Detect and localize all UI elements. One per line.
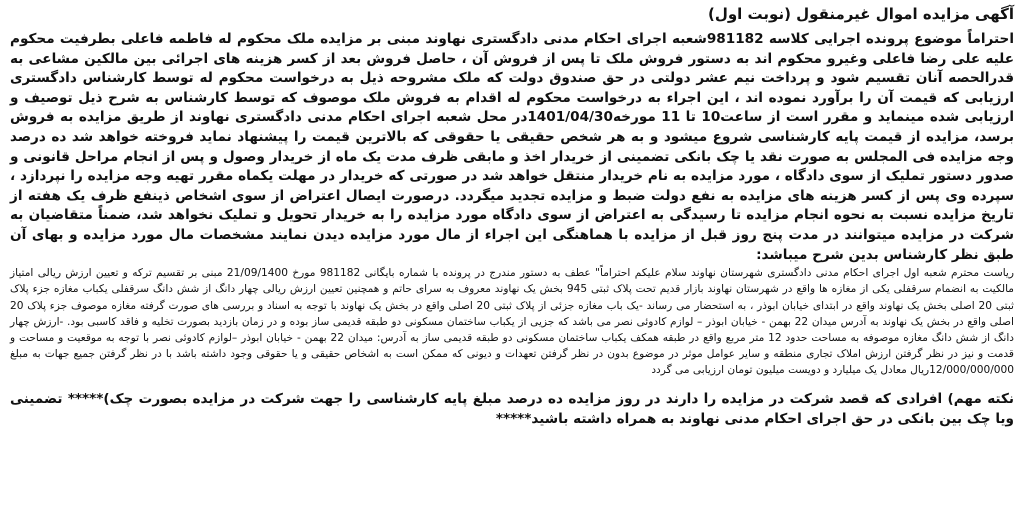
important-note: نکته مهم) افرادی که قصد شرکت در مزایده را دارند در روز مزایده ده درصد مبلغ پایه کارشناسی را جهت شرکت در مزایده بصورت چک)***** تضمینی ویا چک بین بانکی در حق اجرای احکام مدنی نهاوند به همراه داشته باشید***** <box>10 390 1014 427</box>
expert-report-paragraph: ریاست محترم شعبه اول اجرای احکام مدنی دادگستری شهرستان نهاوند سلام علیکم احتراماً" عطف به دستور مندرج در پرونده با شماره بایگانی 981182 مورخ 21/09/1400 مبنی بر تقسیم ترکه و تعیین ارزش ریالی امتیاز مالکیت به انضمام سرقفلی یکی از مغازه ها واقع در شهرستان نهاوند بازار قدیم تحت پلاک ثبتی 945 بخش یک نهاوند معروف به سرای حاتم و همچنین تعیین ارزش ریالی چهار دانگ از شش دانگ سرقفلی یکباب مغازه جزء پلاک ثبتی 20 اصلی بخش یک نهاوند واقع در ابتدای خیابان ابوذر ، به استحضار می رساند -یک باب مغازه جزئی از پلاک ثبتی 20 اصلی واقع در بخش یک نهاوند با توجه به اسناد و بررسی های صورت گرفته مغازه موصوف جزء پلاک 20 اصلی واقع در بخش یک نهاوند به آدرس میدان 22 بهمن - خیابان ابوذر – لوازم کادوئی نصر می باشد که جزیی از یکباب ساختمان مسکونی دو طبقه قدیمی ساز بوده و در زمان بازدید بصورت تخلیه و فاقد کاسبی بود. -ارزش چهار دانگ از شش دانگ مغازه موصوفه به مساحت حدود 12 متر مربع واقع در طبقه همکف یکباب ساختمان مسکونی دو طبقه قدیمی ساز به آدرس: میدان 22 بهمن - خیابان ابوذر –لوازم کادوئی نصر با توجه به موقعیت و مساحت و قدمت و نیز در نظر گرفتن ارزش املاک تجاری منطقه و سایر عوامل موثر در موضوع بدون در نظر گرفتن تعهدات و دیونی که ممکن است به اشخاص حقیقی و یا حقوقی وجود داشته باشد با در نظر گرفتن جمیع جهات به مبلغ 12/000/000/000ریال معادل یک میلیارد و دویست میلیون تومان ارزیابی می گردد <box>10 267 1015 377</box>
notice-title: آگهی مزایده اموال غیرمنقول (نوبت اول) <box>707 5 1014 23</box>
notice-main-paragraph: احتراماً موضوع پرونده اجرایی کلاسه 981182شعبه اجرای احکام مدنی دادگستری نهاوند مبنی بر مزایده ملک محکوم له فاطمه فاعلی بطرفیت محکوم علیه علی رضا فاعلی وغیرو محکوم اند به دستور فروش ملک تا پس از فروش آن ، حاصل فروش بعد از کسر هزینه های اجرائی بین مالکین مشاعی به قدرالحصه آنان تقسیم شود و پرداخت نیم عشر دولتی در حق صندوق دولت که ملک مشروحه ذیل به درخواست محکوم له توسط کارشناس دادگستری ارزیابی که قیمت آن را برآورد نموده اند ، این اجراء به درخواست محکوم له اقدام به فروش ملک موصوف که توسط کارشناس به شرح ذیل توصیف و ارزیابی شده مینماید و مقرر است از ساعت10 تا 11 مورخه1401/04/30در محل شعبه اجرای احکام مدنی دادگستری نهاوند از طریق مزایده به فروش برسد، مزایده از قیمت پایه کارشناسی شروع میشود و به هر شخص حقیقی یا حقوقی که بالاترین قیمت را پیشنهاد نماید فروخته خواهد شد ده درصد وجه مزایده فی المجلس به صورت نقد یا چک بانکی تضمینی از خریدار اخذ و مابقی ظرف مدت یک ماه از خریدار وصول و پس از انجام مراحل قانونی و صدور دستور تملیک از سوی دادگاه ، مورد مزایده به نام خریدار منتقل خواهد شد در صورتی که خریدار در مهلت یکماه مقرر تهیه وجه مزایده را نپردازد ، سپرده وی پس از کسر هزینه های مزایده به نفع دولت ضبط و مزایده تجدید میگردد. درصورت ایصال اعتراض از سوی اشخاص ذینفع ظرف یک هفته از تاریخ مزایده نسبت به نحوه انجام مزایده تا رسیدگی به اعتراض از سوی دادگاه مورد مزایده را به خریدار تحویل و تملیک نخواهد شد، ضمناً متقاضیان به شرکت در مزایده میتوانند در مدت پنج روز قبل از مزایده با هماهنگی این اجراء از مال مورد مزایده دیدن نمایند مشخصات مال مورد مزایده و بهای آن طبق نظر کارشناس بدین شرح میباشد: <box>10 31 1015 263</box>
